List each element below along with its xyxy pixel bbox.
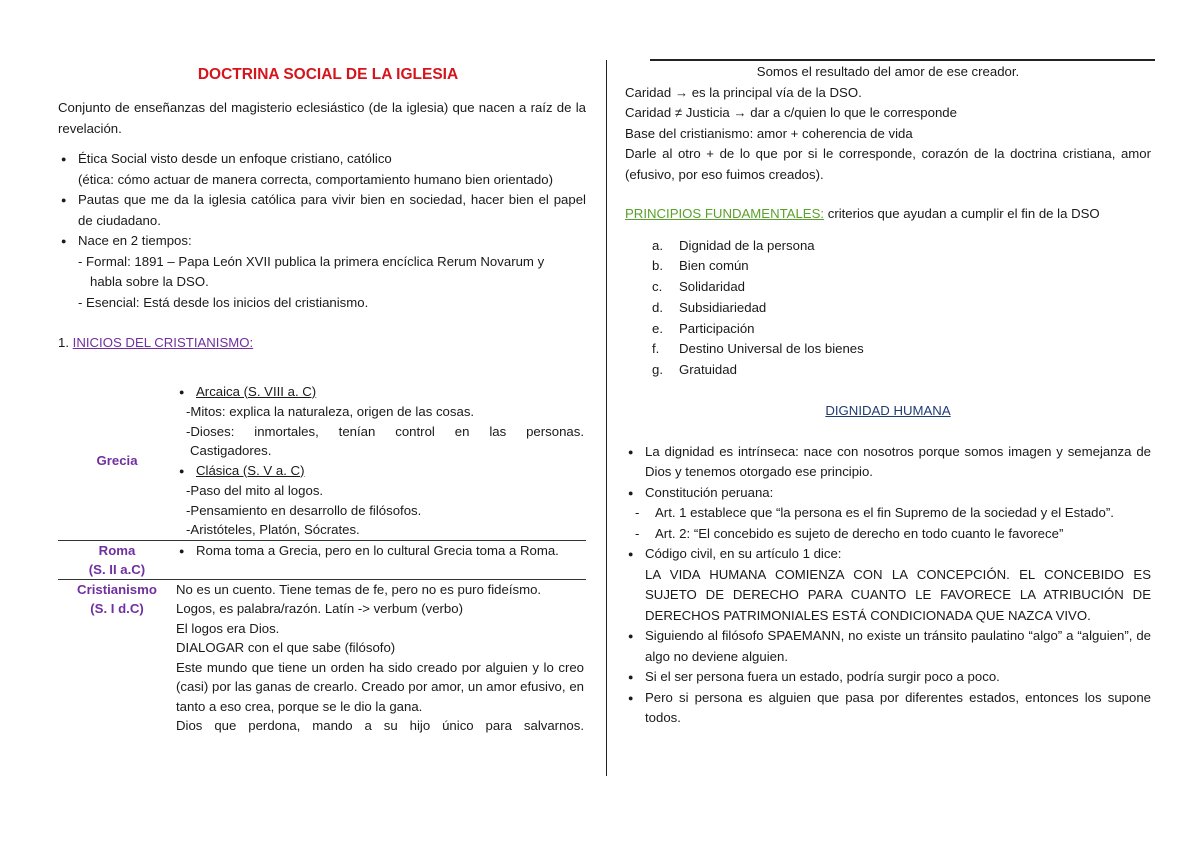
clasica-items	[176, 481, 584, 540]
principio-item	[625, 339, 1151, 360]
dignidad-item: ● Pero si persona es alguien que pasa por diferentes estados, entonces los supone todos.	[625, 688, 1151, 729]
principio-text: Destino Universal de los bienes	[679, 341, 864, 357]
crist-line: No es un cuento. Tiene temas de fe, pero no es puro fideísmo.	[176, 581, 542, 597]
principio-item	[625, 236, 1151, 257]
section-heading-inicios	[58, 333, 586, 354]
principio-letter: b.	[652, 258, 663, 274]
bullet-etica-line1: ● Ética Social visto desde un enfoque cristiano, católico	[78, 151, 392, 166]
arcaica-items	[176, 402, 584, 461]
base-line: Base del cristianismo: amor + coherencia de vida	[625, 125, 913, 141]
principio-text: Dignidad de la persona	[679, 237, 815, 253]
row-grecia	[58, 382, 586, 541]
dignidad-item: ● Si el ser persona fuera un estado, podría surgir poco a poco.	[625, 667, 1151, 688]
principio-text: Bien común	[679, 258, 749, 274]
intro-paragraph: Conjunto de enseñanzas del magisterio eclesiástico (de la iglesia) que nacen a raíz de la revelación.	[58, 100, 586, 136]
content-cristianismo	[176, 579, 586, 736]
roma-label-line2: (S. II a.C)	[88, 561, 146, 577]
bullet-etica-line2: (ética: cómo actuar de manera correcta, comportamiento humano bien orientado)	[78, 171, 553, 187]
creator-line: Somos el resultado del amor de ese creador.	[756, 64, 1020, 79]
clasica-block	[176, 461, 584, 482]
row-roma	[58, 540, 586, 579]
principios-label: PRINCIPIOS FUNDAMENTALES:	[625, 206, 825, 221]
principio-item	[625, 277, 1151, 298]
principios-list	[625, 236, 1151, 382]
content-grecia	[176, 382, 586, 541]
crist-line: Logos, es palabra/razón. Latín -> verbum (verbo)	[176, 601, 463, 616]
intro-bullets	[58, 149, 586, 252]
dignidad-item: ● La dignidad es intrínseca: nace con nosotros porque somos imagen y semejanza de Dios y tenemos otorgado ese principio.	[625, 442, 1151, 483]
arcaica-item: -Mitos: explica la naturaleza, origen de las cosas.	[186, 404, 475, 419]
codigo-civil-text: LA VIDA HUMANA COMIENZA CON LA CONCEPCIÓN. EL CONCEBIDO ES SUJETO DE DERECHO PARA CUANTO LE FAVORECE LA ATRIBUCIÓN DE DERECHOS PATRIMONIALES ESTÁ CONDICIONADA QUE NAZCA VIVO.	[645, 566, 1151, 623]
principio-letter: e.	[652, 320, 663, 336]
dignidad-item: ● Siguiendo al filósofo SPAEMANN, no existe un tránsito paulatino “algo” a “alguien”, de algo no deviene alguien.	[625, 626, 1151, 667]
page-title: DOCTRINA SOCIAL DE LA IGLESIA	[197, 66, 459, 83]
top-rule	[650, 59, 1155, 61]
dignidad-item: ● Constitución peruana:	[625, 483, 1151, 504]
label-grecia: Grecia	[96, 453, 138, 468]
crist-label-line1: Cristianismo	[77, 581, 157, 597]
principios-heading	[625, 204, 1151, 225]
principios-text: criterios que ayudan a cumplir el fin de la DSO	[824, 206, 1100, 221]
column-divider	[606, 60, 607, 776]
crist-line: DIALOGAR con el que sabe (filósofo)	[176, 640, 396, 655]
crist-line: Este mundo que tiene un orden ha sido creado por alguien y lo creo (casi) por las ganas de crearlo. Creado por amor, un amor efusivo, en tanto a eso crea, porque se le dio la gana.	[176, 659, 584, 714]
principio-text: Participación	[679, 320, 755, 336]
section-title: INICIOS DEL CRISTIANISMO:	[72, 335, 254, 350]
arcaica-heading: ● Arcaica (S. VIII a. C)	[196, 383, 317, 399]
grecia-bullets	[176, 382, 584, 403]
right-column	[625, 62, 1151, 729]
bullet-nace: ● Nace en 2 tiempos:	[58, 231, 586, 252]
crist-line: El logos era Dios.	[176, 620, 280, 636]
row-cristianismo	[58, 579, 586, 736]
roma-label-line1: Roma	[98, 542, 136, 558]
principio-item	[625, 256, 1151, 277]
bullet-etica	[58, 149, 586, 190]
dignidad-title: DIGNIDAD HUMANA	[825, 403, 951, 419]
formal-line-cont: habla sobre la DSO.	[90, 274, 209, 289]
bullet-pautas: ● Pautas que me da la iglesia católica para vivir bien en sociedad, hacer bien el papel de ciudadano.	[58, 190, 586, 231]
arcaica-block	[176, 382, 584, 403]
section-number: 1.	[58, 335, 69, 350]
principio-letter: f.	[652, 341, 660, 357]
darle-paragraph: Darle al otro + de lo que por si le corresponde, corazón de la doctrina cristiana, amor (efusivo, por eso fuimos creados).	[625, 146, 1151, 182]
principio-letter: c.	[652, 279, 663, 295]
principio-letter: d.	[652, 299, 663, 315]
article-item: - Art. 1 establece que “la persona es el fin Supremo de la sociedad y el Estado”.	[625, 503, 1151, 524]
formal-line: - Formal: 1891 – Papa León XVII publica la primera encíclica Rerum Novarum y	[78, 253, 545, 269]
label-cristianismo	[58, 579, 176, 736]
arcaica-item: -Dioses: inmortales, tenían control en las personas.	[186, 423, 584, 439]
esencial-line: - Esencial: Está desde los inicios del cristianismo.	[78, 294, 369, 310]
article-item: - Art. 2: “El concebido es sujeto de derecho en todo cuanto le favorece”	[625, 524, 1151, 545]
principio-item	[625, 298, 1151, 319]
principio-item	[625, 360, 1151, 381]
clasica-bullet	[176, 461, 584, 482]
principio-text: Gratuidad	[679, 362, 737, 378]
label-roma	[58, 540, 176, 579]
crist-label-line2: (S. I d.C)	[90, 600, 144, 616]
dignidad-bullets-2	[625, 544, 1151, 729]
codigo-civil-heading: ● Código civil, en su artículo 1 dice:	[645, 546, 842, 562]
roma-text: ● Roma toma a Grecia, pero en lo cultural Grecia toma a Roma.	[176, 541, 584, 562]
constitucion-articles	[625, 503, 1151, 544]
left-column	[58, 62, 586, 736]
clasica-heading: ● Clásica (S. V a. C)	[196, 462, 305, 478]
crist-line: Dios que perdona, mando a su hijo único para salvarnos.	[176, 718, 584, 733]
principio-letter: a.	[652, 237, 663, 253]
dignidad-item	[625, 544, 1151, 626]
caridad-line-1: Caridad → es la principal vía de la DSO.	[625, 84, 862, 100]
roma-bullets	[176, 541, 584, 562]
history-table	[58, 382, 586, 736]
caridad-line-2: Caridad ≠ Justicia → dar a c/quien lo que le corresponde	[625, 105, 957, 120]
clasica-item: -Pensamiento en desarrollo de filósofos.	[186, 502, 422, 518]
clasica-item: -Paso del mito al logos.	[186, 483, 324, 498]
principio-text: Solidaridad	[679, 279, 745, 295]
content-roma	[176, 540, 586, 579]
dignidad-bullets	[625, 442, 1151, 504]
principio-letter: g.	[652, 362, 663, 378]
principio-item	[625, 319, 1151, 340]
arcaica-item: Castigadores.	[190, 443, 272, 458]
principio-text: Subsidiariedad	[679, 299, 767, 315]
clasica-item: -Aristóteles, Platón, Sócrates.	[186, 522, 360, 537]
